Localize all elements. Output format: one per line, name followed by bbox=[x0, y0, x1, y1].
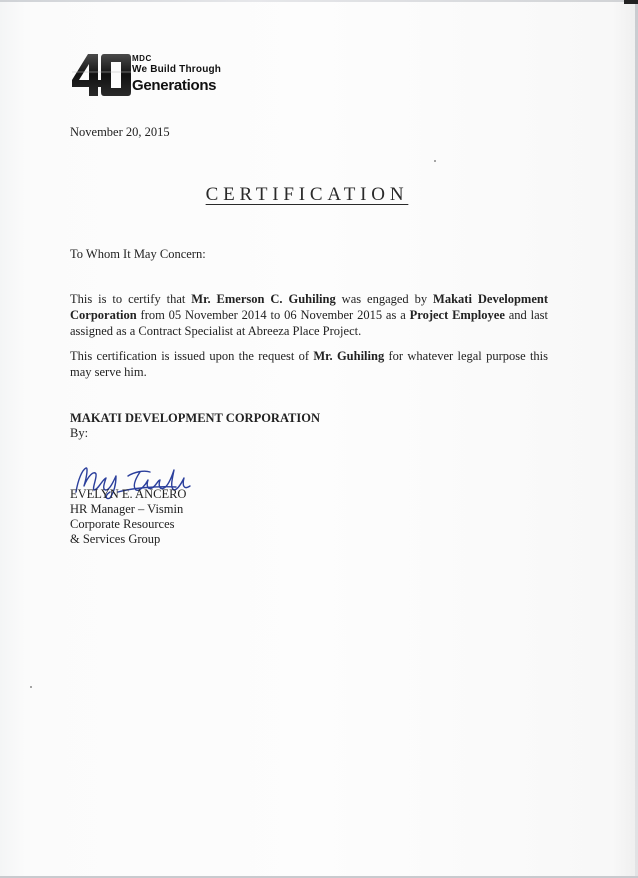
p1-text-2: was engaged by bbox=[335, 292, 434, 306]
requester-name: Mr. Guhiling bbox=[313, 349, 385, 363]
logo-tagline-1: We Build Through bbox=[132, 64, 222, 75]
scan-edge-top bbox=[0, 0, 638, 2]
document-title: CERTIFICATION bbox=[205, 184, 409, 205]
letter-date: November 20, 2015 bbox=[70, 125, 170, 139]
logo-40-icon bbox=[70, 52, 132, 98]
logo-tagline-2: Generations bbox=[132, 77, 217, 94]
salutation: To Whom It May Concern: bbox=[70, 247, 206, 261]
p2-text-1: This certification is issued upon the request of bbox=[70, 349, 314, 363]
p2-text-2: for whatever legal purpose this may serve him. bbox=[70, 349, 549, 379]
company-logo bbox=[70, 52, 220, 102]
body-paragraph-2 bbox=[70, 348, 548, 380]
scan-edge-marker bbox=[624, 0, 638, 4]
p1-text-4: and last assigned as a Contract Specialist at Abreeza Place Project. bbox=[70, 308, 548, 338]
signer-name: EVELYN E. ANCERO bbox=[70, 487, 187, 501]
employee-name: Mr. Emerson C. Guhiling bbox=[191, 292, 336, 306]
closing-by: By: bbox=[70, 426, 89, 440]
signer-department-2: & Services Group bbox=[70, 532, 161, 546]
p1-text-3: from 05 November 2014 to 06 November 2015 as a bbox=[136, 308, 410, 322]
employer-name: Makati Development Corporation bbox=[70, 292, 548, 322]
signer-title: HR Manager – Vismin bbox=[70, 502, 184, 516]
scan-speck bbox=[30, 686, 32, 688]
signer-block bbox=[70, 487, 186, 547]
logo-org-text: MDC bbox=[132, 54, 152, 63]
body-paragraph-1 bbox=[70, 291, 548, 339]
p1-text-1: This is to certify that bbox=[70, 292, 192, 306]
scan-speck bbox=[434, 160, 436, 162]
employment-type: Project Employee bbox=[409, 308, 505, 322]
signer-department-1: Corporate Resources bbox=[70, 517, 175, 531]
closing-company: MAKATI DEVELOPMENT CORPORATION bbox=[70, 411, 321, 425]
